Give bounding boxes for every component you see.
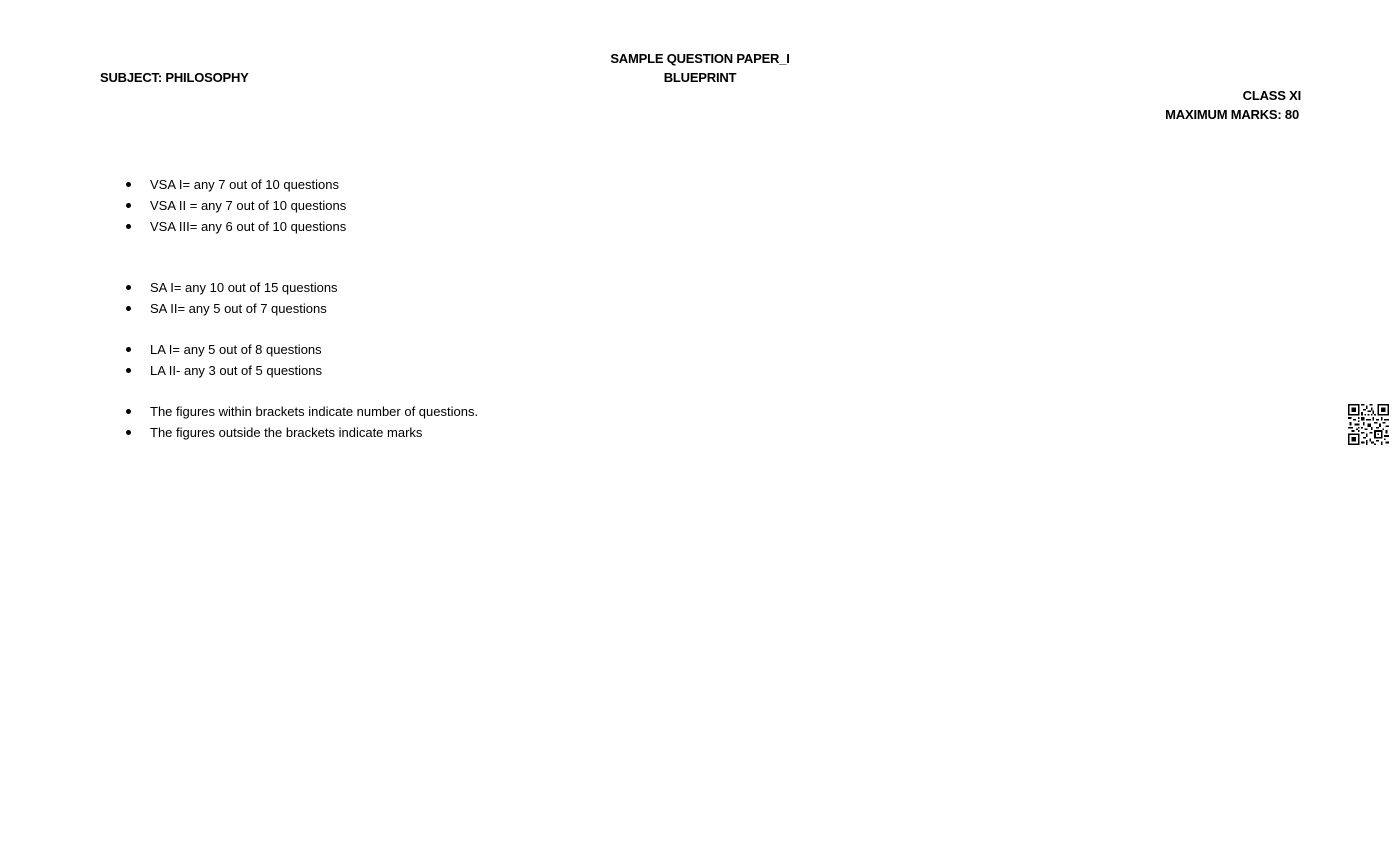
qr-code-icon [1348, 404, 1389, 445]
class-label: CLASS XI [1242, 88, 1301, 103]
list-item-text: The figures within brackets indicate number of questions. [150, 404, 479, 419]
list-item [123, 174, 346, 195]
bullet-icon [126, 182, 131, 187]
sa-question-list [123, 277, 338, 319]
list-item [123, 360, 322, 381]
list-item [123, 216, 346, 237]
list-item-text: The figures outside the brackets indicate marks [150, 425, 423, 440]
list-item-text: LA I= any 5 out of 8 questions [150, 342, 322, 357]
bullet-icon [126, 203, 131, 208]
list-item-text: VSA I= any 7 out of 10 questions [150, 177, 339, 192]
bullet-icon [126, 285, 131, 290]
vsa-question-list [123, 174, 346, 237]
list-item [123, 401, 478, 422]
bullet-icon [126, 368, 131, 373]
bullet-icon [126, 306, 131, 311]
list-item [123, 195, 346, 216]
list-item [123, 277, 338, 298]
bullet-icon [126, 430, 131, 435]
paper-title: SAMPLE QUESTION PAPER_I [610, 51, 790, 66]
list-item [123, 422, 478, 443]
bullet-icon [126, 224, 131, 229]
la-question-list [123, 339, 322, 381]
paper-subtitle: BLUEPRINT [663, 70, 737, 85]
list-item-text: SA II= any 5 out of 7 questions [150, 301, 327, 316]
notes-list [123, 401, 478, 443]
list-item [123, 298, 338, 319]
list-item-text: LA II- any 3 out of 5 questions [150, 363, 323, 378]
maximum-marks-label: MAXIMUM MARKS: 80 [1165, 107, 1299, 122]
list-item [123, 339, 322, 360]
bullet-icon [126, 347, 131, 352]
bullet-icon [126, 409, 131, 414]
subject-label: SUBJECT: PHILOSOPHY [100, 70, 249, 85]
list-item-text: VSA II = any 7 out of 10 questions [150, 198, 347, 213]
list-item-text: VSA III= any 6 out of 10 questions [150, 219, 347, 234]
list-item-text: SA I= any 10 out of 15 questions [150, 280, 338, 295]
